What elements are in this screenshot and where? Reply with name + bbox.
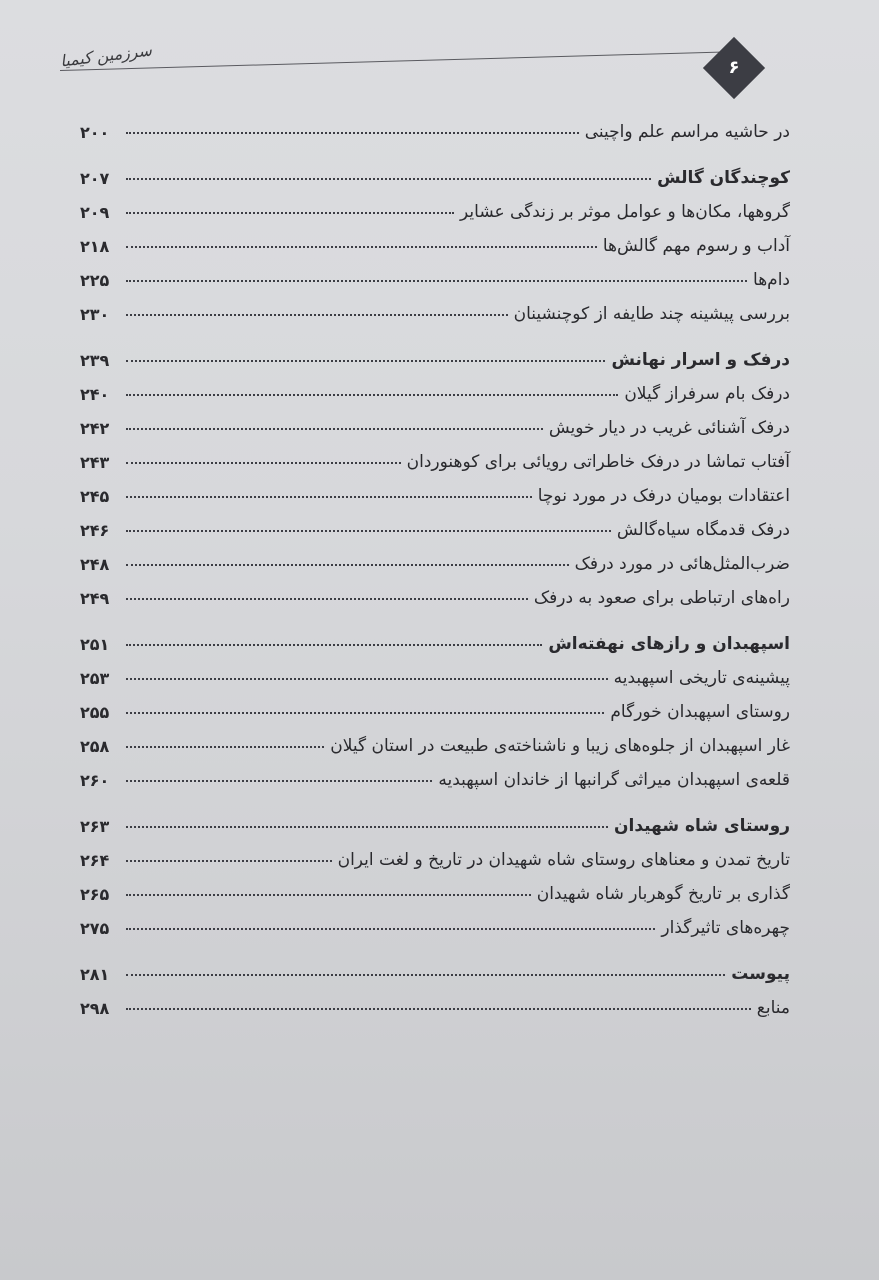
running-head-book-title: سرزمین کیمیا [59, 40, 153, 71]
toc-leader-dots [126, 132, 579, 134]
toc-leader-dots [126, 712, 604, 714]
toc-leader-dots [126, 314, 508, 316]
toc-section-heading [80, 154, 790, 188]
toc-entry-title: گروهها، مکان‌ها و عوامل موثر بر زندگی عشایر [460, 202, 790, 222]
toc-leader-dots [126, 928, 655, 930]
toc-entry-title: آفتاب تماشا در درفک خاطراتی رویائی برای کوهنوردان [406, 452, 790, 472]
toc-entry-title: روستای اسپهبدان خورگام [610, 702, 790, 722]
table-of-contents [80, 108, 790, 1018]
toc-page-number: ۲۶۰ [80, 771, 110, 790]
toc-entry-title: بررسی پیشینه چند طایفه از کوچنشینان [513, 304, 790, 324]
toc-page-number: ۲۶۵ [80, 885, 110, 904]
toc-entry [80, 836, 790, 870]
toc-section-heading [80, 620, 790, 654]
toc-entry-title: در حاشیه مراسم علم واچینی [584, 122, 790, 142]
toc-leader-dots [126, 428, 543, 430]
toc-entry-title: چهره‌های تاثیرگذار [661, 918, 790, 938]
toc-entry-title: درفک و اسرار نهانش [611, 350, 790, 370]
toc-leader-dots [126, 678, 608, 680]
toc-page-number: ۲۲۵ [80, 271, 110, 290]
toc-leader-dots [126, 826, 608, 828]
toc-entry-title: ضرب‌المثل‌هائی در مورد درفک [574, 554, 790, 574]
toc-leader-dots [126, 530, 611, 532]
toc-page-number: ۲۵۱ [80, 635, 110, 654]
toc-leader-dots [126, 496, 532, 498]
toc-leader-dots [126, 564, 569, 566]
toc-leader-dots [126, 462, 401, 464]
toc-entry [80, 290, 790, 324]
toc-leader-dots [126, 178, 651, 180]
toc-entry-title: آداب و رسوم مهم گالش‌ها [602, 236, 790, 256]
toc-entry [80, 756, 790, 790]
toc-entry-title: درفک بام سرفراز گیلان [624, 384, 790, 404]
toc-entry [80, 904, 790, 938]
toc-page-number: ۲۷۵ [80, 919, 110, 938]
toc-page-number: ۲۶۴ [80, 851, 110, 870]
toc-entry [80, 722, 790, 756]
toc-leader-dots [126, 360, 605, 362]
toc-page-number: ۲۴۶ [80, 521, 110, 540]
toc-leader-dots [126, 246, 597, 248]
toc-leader-dots [126, 280, 747, 282]
toc-entry [80, 506, 790, 540]
toc-section-heading [80, 336, 790, 370]
toc-leader-dots [126, 644, 542, 646]
toc-page-number: ۲۳۰ [80, 305, 110, 324]
toc-leader-dots [126, 780, 432, 782]
toc-leader-dots [126, 1008, 751, 1010]
toc-leader-dots [126, 212, 454, 214]
toc-entry-title: قلعه‌ی اسپهبدان میراثی گرانبها از خاندان اسپهبدیه [438, 770, 790, 790]
page-number: ۶ [728, 57, 740, 78]
toc-section-heading [80, 802, 790, 836]
toc-leader-dots [126, 860, 332, 862]
toc-entry [80, 188, 790, 222]
toc-entry [80, 222, 790, 256]
toc-leader-dots [126, 974, 725, 976]
toc-page-number: ۲۱۸ [80, 237, 110, 256]
toc-entry [80, 404, 790, 438]
toc-entry [80, 438, 790, 472]
toc-page-number: ۲۵۸ [80, 737, 110, 756]
toc-entry-title: کوچندگان گالش [657, 168, 790, 188]
toc-leader-dots [126, 598, 528, 600]
toc-leader-dots [126, 746, 324, 748]
toc-entry-title: درفک آشنائی غریب در دیار خویش [548, 418, 790, 438]
header-rule [60, 52, 720, 71]
toc-list [80, 108, 790, 1018]
toc-page-number: ۲۴۰ [80, 385, 110, 404]
toc-entry-title: روستای شاه شهیدان [614, 816, 790, 836]
page-header [0, 0, 879, 110]
toc-page-number: ۲۴۹ [80, 589, 110, 608]
toc-page-number: ۲۴۸ [80, 555, 110, 574]
toc-page-number: ۲۳۹ [80, 351, 110, 370]
toc-entry-title: راه‌های ارتباطی برای صعود به درفک [533, 588, 790, 608]
toc-page-number: ۲۴۳ [80, 453, 110, 472]
toc-entry-title: تاریخ تمدن و معناهای روستای شاه شهیدان در تاریخ و لغت ایران [337, 850, 790, 870]
toc-page-number: ۲۰۹ [80, 203, 110, 222]
toc-entry [80, 654, 790, 688]
toc-entry [80, 256, 790, 290]
toc-entry [80, 574, 790, 608]
toc-entry-title: پیشینه‌ی تاریخی اسپهبدیه [613, 668, 790, 688]
toc-page-number: ۲۰۷ [80, 169, 110, 188]
toc-entry [80, 540, 790, 574]
toc-entry-title: درفک قدمگاه سیاه‌گالش [616, 520, 790, 540]
toc-entry-title: منابع [756, 998, 790, 1018]
toc-page-number: ۲۴۲ [80, 419, 110, 438]
toc-entry [80, 870, 790, 904]
toc-page-number: ۲۶۳ [80, 817, 110, 836]
toc-entry-title: اعتقادات بومیان درفک در مورد نوچا [537, 486, 790, 506]
toc-page-number: ۲۹۸ [80, 999, 110, 1018]
toc-page-number: ۲۵۵ [80, 703, 110, 722]
toc-page-number: ۲۰۰ [80, 123, 110, 142]
toc-entry [80, 688, 790, 722]
toc-entry-title: گذاری بر تاریخ گوهربار شاه شهیدان [536, 884, 790, 904]
toc-leader-dots [126, 394, 618, 396]
toc-entry [80, 472, 790, 506]
toc-entry [80, 984, 790, 1018]
toc-entry-title: اسپهبدان و رازهای نهفته‌اش [548, 634, 790, 654]
toc-page-number: ۲۴۵ [80, 487, 110, 506]
toc-entry-title: پیوست [731, 964, 790, 984]
toc-leader-dots [126, 894, 531, 896]
toc-page-number: ۲۵۳ [80, 669, 110, 688]
toc-entry-title: دام‌ها [753, 270, 790, 290]
toc-entry [80, 108, 790, 142]
toc-section-heading [80, 950, 790, 984]
toc-page-number: ۲۸۱ [80, 965, 110, 984]
toc-entry [80, 370, 790, 404]
toc-entry-title: غار اسپهبدان از جلوه‌های زیبا و ناشناخته‌ی طبیعت در استان گیلان [330, 736, 790, 756]
